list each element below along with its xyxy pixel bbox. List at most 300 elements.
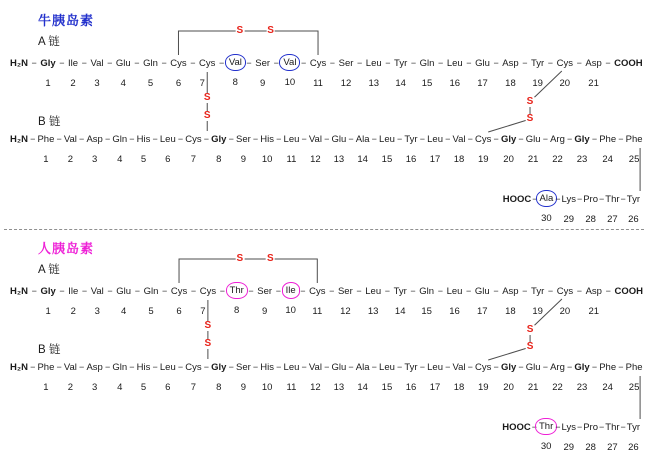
terminus-label: H₂N xyxy=(10,134,28,145)
peptide-bond-dash: − xyxy=(348,362,354,372)
residue-number: 4 xyxy=(117,382,123,393)
disulfide-s-label: S xyxy=(236,253,244,264)
a-chain-label: A 链 xyxy=(38,36,60,48)
peptide-bond-dash: − xyxy=(518,362,524,372)
residue-leu-11 xyxy=(284,361,300,394)
residue-name: Ser xyxy=(255,58,271,69)
residue-number: 17 xyxy=(429,382,441,393)
residue-number: 13 xyxy=(333,382,345,393)
peptide-bond-dash: − xyxy=(445,362,451,372)
residue-number: 18 xyxy=(453,154,465,165)
peptide-bond-dash: − xyxy=(542,134,548,144)
residue-gly-20 xyxy=(501,361,516,394)
peptide-bond-dash: − xyxy=(79,362,85,372)
peptide-bond-dash: − xyxy=(542,362,548,372)
peptide-bond-dash: − xyxy=(301,362,307,372)
disulfide-s-label: S xyxy=(526,323,534,335)
section-bovine-insulin xyxy=(0,0,648,228)
residue-cys-6 xyxy=(170,57,186,90)
residue-number: 19 xyxy=(532,306,543,317)
peptide-bond-dash: − xyxy=(31,58,37,68)
residue-glu-21 xyxy=(526,361,541,394)
residue-lys-29 xyxy=(562,193,576,226)
peptide-bond-dash: − xyxy=(348,134,354,144)
residue-number: 5 xyxy=(147,78,154,89)
residue-name: Leu xyxy=(379,134,395,145)
residue-name: Arg xyxy=(550,134,565,145)
residue-name-circled: Ile xyxy=(282,282,300,299)
residue-glu-21 xyxy=(526,133,541,166)
residue-number: 16 xyxy=(449,306,460,317)
residue-name: Asp xyxy=(502,58,519,69)
disulfide-s-label: S xyxy=(267,25,274,36)
a-chain-sequence xyxy=(10,285,643,318)
residue-name: Gln xyxy=(143,286,159,297)
peptide-bond-dash: − xyxy=(555,422,561,432)
residue-cys-19 xyxy=(475,133,491,166)
residue-arg-22 xyxy=(550,133,565,166)
peptide-bond-dash: − xyxy=(437,286,443,296)
residue-ala-30 xyxy=(539,193,555,225)
peptide-bond-dash: − xyxy=(522,58,528,68)
residue-number: 10 xyxy=(284,77,296,88)
peptide-bond-dash: − xyxy=(324,362,330,372)
residue-name: Ala xyxy=(355,362,370,373)
residue-thr-30 xyxy=(538,421,554,453)
residue-number: 8 xyxy=(216,382,222,393)
residue-name: Cys xyxy=(309,286,326,297)
terminus-H₂N xyxy=(10,285,28,298)
residue-tyr-16 xyxy=(404,361,417,394)
residue-asp-3 xyxy=(86,361,102,394)
residue-name: Asp xyxy=(502,286,519,297)
residue-val-8 xyxy=(228,57,243,89)
peptide-bond-dash: − xyxy=(532,194,538,204)
residue-name: Gln xyxy=(419,286,435,297)
residue-number: 14 xyxy=(357,382,368,393)
residue-leu-11 xyxy=(284,133,300,166)
residue-name: Phe xyxy=(625,362,643,373)
terminus-H₂N xyxy=(10,361,28,374)
peptide-bond-dash: − xyxy=(218,58,225,68)
residue-name: Gln xyxy=(143,58,158,69)
residue-number: 20 xyxy=(503,154,514,165)
residue-glu-13 xyxy=(331,133,346,166)
residue-name: Tyr xyxy=(404,362,418,373)
residue-name: Gln xyxy=(419,58,435,69)
disulfide-s-label: S xyxy=(526,341,534,353)
residue-name: Thr xyxy=(605,194,620,205)
peptide-bond-dash: − xyxy=(161,286,168,296)
residue-number: 5 xyxy=(140,154,147,165)
residue-name: Phe xyxy=(37,362,55,373)
peptide-bond-dash: − xyxy=(301,134,307,144)
residue-number: 2 xyxy=(70,78,76,89)
residue-name: Asp xyxy=(585,58,602,69)
residue-name: Gly xyxy=(500,134,517,145)
residue-leu-13 xyxy=(366,57,382,90)
residue-name: Ser xyxy=(338,58,354,69)
b-chain-label: B 链 xyxy=(38,344,61,356)
residue-name: Tyr xyxy=(626,194,640,205)
residue-name: Phe xyxy=(37,134,55,145)
peptide-bond-dash: − xyxy=(567,134,573,144)
residue-number: 15 xyxy=(381,382,393,393)
residue-number: 11 xyxy=(286,154,297,165)
residue-number: 20 xyxy=(559,306,571,317)
peptide-bond-dash: − xyxy=(555,194,561,204)
residue-name: Cys xyxy=(556,286,574,297)
residue-number: 25 xyxy=(628,382,640,393)
residue-asp-18 xyxy=(502,57,518,90)
residue-number: 4 xyxy=(121,306,127,317)
residue-leu-17 xyxy=(427,361,443,394)
residue-tyr-16 xyxy=(404,133,417,166)
residue-name: His xyxy=(260,362,275,373)
residue-tyr-14 xyxy=(394,285,407,318)
residue-tyr-19 xyxy=(531,57,544,90)
disulfide-s-label: S xyxy=(204,320,212,332)
b-chain-label: B 链 xyxy=(38,116,61,128)
residue-val-18 xyxy=(453,133,466,166)
residue-number: 20 xyxy=(503,382,514,393)
residue-number: 12 xyxy=(310,382,321,393)
residue-leu-17 xyxy=(427,133,443,166)
residue-ile-2 xyxy=(68,285,78,318)
disulfide-s-label: S xyxy=(203,109,211,121)
residue-cys-20 xyxy=(557,285,573,318)
residue-number: 26 xyxy=(628,442,639,453)
residue-phe-25 xyxy=(626,133,643,166)
residue-number: 15 xyxy=(421,78,433,89)
residue-number: 2 xyxy=(67,382,74,393)
peptide-bond-dash: − xyxy=(385,58,391,68)
peptide-bond-dash: − xyxy=(246,58,252,68)
residue-number: 22 xyxy=(552,382,563,393)
residue-leu-15 xyxy=(379,361,395,394)
residue-number: 9 xyxy=(259,78,266,89)
residue-name: Val xyxy=(63,134,77,145)
residue-number: 1 xyxy=(43,382,49,393)
residue-val-3 xyxy=(91,285,104,318)
residue-number: 10 xyxy=(261,382,273,393)
peptide-bond-dash: − xyxy=(605,58,611,68)
residue-glu-17 xyxy=(475,57,490,90)
peptide-bond-dash: − xyxy=(518,134,524,144)
residue-name: Tyr xyxy=(531,58,545,69)
residue-name: Glu xyxy=(525,134,541,145)
residue-name: Asp xyxy=(86,134,103,145)
residue-arg-22 xyxy=(550,361,565,394)
residue-number: 27 xyxy=(607,214,618,225)
residue-name: Gly xyxy=(574,362,590,373)
residue-tyr-14 xyxy=(394,57,407,90)
peptide-bond-dash: − xyxy=(620,422,626,432)
residue-val-2 xyxy=(64,361,77,394)
terminus-label: COOH xyxy=(614,58,643,69)
peptide-bond-dash: − xyxy=(384,286,390,296)
residue-cys-7 xyxy=(200,285,216,318)
residue-name: Gly xyxy=(500,362,517,373)
residue-ser-9 xyxy=(255,57,270,90)
residue-ser-9 xyxy=(236,133,251,166)
residue-ser-12 xyxy=(339,57,354,90)
residue-phe-24 xyxy=(599,133,616,166)
a-chain-sequence xyxy=(10,57,643,90)
residue-name: Leu xyxy=(159,134,176,145)
peptide-bond-dash: − xyxy=(177,134,184,144)
residue-name: Gly xyxy=(211,134,227,145)
residue-number: 19 xyxy=(532,78,543,89)
peptide-bond-dash: − xyxy=(248,286,254,296)
peptide-bond-dash: − xyxy=(419,134,425,144)
residue-number: 5 xyxy=(148,306,154,317)
residue-name: Tyr xyxy=(393,286,407,297)
residue-name: Glu xyxy=(331,362,347,373)
residue-ser-12 xyxy=(338,285,353,318)
residue-name: Leu xyxy=(427,362,443,373)
residue-name: Leu xyxy=(365,58,382,69)
residue-name: Ser xyxy=(235,134,251,145)
section-title: 牛胰岛素 xyxy=(38,13,95,28)
peptide-bond-dash: − xyxy=(129,134,135,144)
peptide-bond-dash: − xyxy=(438,58,444,68)
peptide-bond-dash: − xyxy=(466,286,472,296)
residue-cys-11 xyxy=(310,57,326,90)
residue-lys-29 xyxy=(562,421,576,454)
residue-name: Tyr xyxy=(394,58,408,69)
peptide-bond-dash: − xyxy=(567,362,573,372)
disulfide-s-label: S xyxy=(526,113,534,125)
residue-number: 4 xyxy=(120,78,126,89)
peptide-bond-dash: − xyxy=(161,58,167,68)
residue-name: His xyxy=(136,362,151,373)
residue-name: Ser xyxy=(257,286,273,297)
residue-number: 21 xyxy=(588,78,599,89)
residue-number: 18 xyxy=(453,382,465,393)
residue-glu-4 xyxy=(116,57,131,90)
peptide-bond-dash: − xyxy=(599,194,605,204)
terminus-label: COOH xyxy=(614,286,643,297)
residue-cys-11 xyxy=(309,285,325,318)
peptide-bond-dash: − xyxy=(228,134,234,144)
residue-number: 9 xyxy=(240,154,247,165)
residue-thr-27 xyxy=(605,193,619,226)
residue-name: Asp xyxy=(86,362,103,373)
residue-number: 14 xyxy=(357,154,368,165)
residue-name: Tyr xyxy=(404,134,418,145)
peptide-bond-dash: − xyxy=(252,362,259,372)
residue-number: 11 xyxy=(286,382,297,393)
residue-name-circled: Ala xyxy=(536,190,558,207)
peptide-bond-dash: − xyxy=(276,134,282,144)
peptide-bond-dash: − xyxy=(410,286,416,296)
residue-number: 22 xyxy=(552,154,563,165)
residue-name: Tyr xyxy=(531,286,545,297)
residue-asp-21 xyxy=(585,57,601,90)
residue-number: 15 xyxy=(421,306,432,317)
residue-number: 12 xyxy=(340,306,351,317)
residue-his-5 xyxy=(137,133,151,166)
peptide-bond-dash: − xyxy=(493,134,499,144)
peptide-bond-dash: − xyxy=(301,58,307,68)
residue-number: 7 xyxy=(190,382,197,393)
peptide-bond-dash: − xyxy=(605,286,611,296)
disulfide-s-label: S xyxy=(236,25,244,36)
residue-name: Cys xyxy=(185,362,202,373)
peptide-bond-dash: − xyxy=(104,362,111,372)
residue-number: 19 xyxy=(477,382,489,393)
residue-name: Glu xyxy=(525,362,541,373)
peptide-bond-dash: − xyxy=(324,134,330,144)
residue-number: 23 xyxy=(576,154,588,165)
residue-name: Ile xyxy=(68,58,79,69)
residue-name: Phe xyxy=(625,134,643,145)
residue-name: Cys xyxy=(199,58,216,69)
residue-name: Glu xyxy=(116,286,132,297)
peptide-bond-dash: − xyxy=(31,286,37,296)
residue-cys-7 xyxy=(199,57,215,90)
residue-name: Gly xyxy=(211,362,227,373)
peptide-bond-dash: − xyxy=(107,286,113,296)
peptide-bond-dash: − xyxy=(493,362,499,372)
b-chain-wrapped-tail-sequence xyxy=(502,421,640,454)
peptide-bond-dash: − xyxy=(397,134,403,144)
peptide-bond-dash: − xyxy=(618,362,624,372)
residue-glu-13 xyxy=(331,361,346,394)
residue-gly-8 xyxy=(211,361,226,394)
residue-name: Cys xyxy=(475,362,492,373)
residue-name: Pro xyxy=(583,422,599,433)
peptide-bond-dash: − xyxy=(107,58,113,68)
residue-number: 1 xyxy=(45,306,51,317)
residue-tyr-26 xyxy=(627,421,640,454)
residue-number: 6 xyxy=(176,306,182,317)
residue-name: Leu xyxy=(446,286,463,297)
residue-name: Leu xyxy=(159,362,176,373)
residue-number: 13 xyxy=(368,78,380,89)
a-chain-label: A 链 xyxy=(38,264,60,276)
peptide-bond-dash: − xyxy=(190,58,196,68)
residue-ala-14 xyxy=(356,133,370,166)
residue-name: Cys xyxy=(199,286,217,297)
peptide-bond-dash: − xyxy=(59,286,65,296)
residue-number: 7 xyxy=(190,154,197,165)
residue-gln-4 xyxy=(112,133,127,166)
peptide-bond-dash: − xyxy=(56,134,62,144)
terminus-label: H₂N xyxy=(10,58,28,69)
peptide-bond-dash: − xyxy=(419,362,425,372)
residue-name: Pro xyxy=(583,194,599,205)
peptide-bond-dash: − xyxy=(273,58,279,68)
residue-number: 13 xyxy=(333,154,345,165)
peptide-bond-dash: − xyxy=(79,134,85,144)
residue-val-18 xyxy=(453,361,466,394)
residue-name: Cys xyxy=(556,58,573,69)
peptide-bond-dash: − xyxy=(397,362,403,372)
residue-cys-6 xyxy=(171,285,187,318)
peptide-bond-dash: − xyxy=(81,58,87,68)
peptide-bond-dash: − xyxy=(252,134,259,144)
peptide-bond-dash: − xyxy=(620,194,626,204)
residue-number: 3 xyxy=(94,306,100,317)
residue-name: Cys xyxy=(170,286,188,297)
residue-cys-19 xyxy=(475,361,491,394)
residue-thr-27 xyxy=(605,421,619,454)
residue-number: 3 xyxy=(94,78,100,89)
residue-ser-9 xyxy=(257,285,272,318)
residue-number: 11 xyxy=(313,78,323,89)
residue-leu-15 xyxy=(379,133,395,166)
residue-name: Ser xyxy=(337,286,353,297)
residue-number: 29 xyxy=(563,214,575,225)
residue-number: 6 xyxy=(175,78,182,89)
residue-pro-28 xyxy=(583,421,598,454)
peptide-bond-dash: − xyxy=(467,362,473,372)
residue-name: Leu xyxy=(283,134,300,145)
peptide-bond-dash: − xyxy=(576,286,582,296)
peptide-bond-dash: − xyxy=(531,422,537,432)
residue-number: 16 xyxy=(449,78,461,89)
residue-number: 14 xyxy=(395,78,406,89)
disulfide-s-label: S xyxy=(526,95,534,107)
section-human-insulin xyxy=(0,228,648,456)
residue-val-10 xyxy=(282,57,297,89)
peptide-bond-dash: − xyxy=(276,362,282,372)
terminus-label: H₂N xyxy=(10,286,28,297)
section-title: 人胰岛素 xyxy=(38,241,95,256)
residue-number: 16 xyxy=(405,382,417,393)
residue-number: 8 xyxy=(232,77,238,88)
residue-gly-1 xyxy=(40,57,55,90)
residue-number: 11 xyxy=(312,306,323,317)
b-chain-sequence xyxy=(10,361,643,394)
residue-name: His xyxy=(260,134,275,145)
residue-his-10 xyxy=(260,133,274,166)
residue-his-5 xyxy=(137,361,151,394)
residue-name: Val xyxy=(90,58,104,69)
residue-name: Glu xyxy=(115,58,131,69)
residue-name: Cys xyxy=(309,58,327,69)
residue-name: Leu xyxy=(446,58,463,69)
residue-number: 10 xyxy=(261,154,273,165)
peptide-bond-dash: − xyxy=(371,362,377,372)
residue-name: Ser xyxy=(235,362,251,373)
residue-name: Val xyxy=(308,362,322,373)
residue-number: 9 xyxy=(262,306,268,317)
residue-name: Cys xyxy=(185,134,202,145)
residue-asp-18 xyxy=(502,285,518,318)
peptide-bond-dash: − xyxy=(371,134,377,144)
residue-ser-9 xyxy=(236,361,251,394)
residue-number: 17 xyxy=(477,306,488,317)
residue-name: Glu xyxy=(331,134,347,145)
peptide-bond-dash: − xyxy=(576,194,583,204)
residue-number: 17 xyxy=(429,154,441,165)
peptide-bond-dash: − xyxy=(177,362,184,372)
residue-val-3 xyxy=(90,57,103,90)
residue-name: Val xyxy=(308,134,322,145)
residue-gln-5 xyxy=(143,57,158,90)
residue-number: 10 xyxy=(285,305,296,316)
peptide-bond-dash: − xyxy=(152,362,158,372)
residue-name-circled: Val xyxy=(225,54,246,71)
residue-number: 25 xyxy=(628,154,640,165)
peptide-bond-dash: − xyxy=(56,362,62,372)
residue-number: 28 xyxy=(585,442,596,453)
residue-number: 16 xyxy=(405,154,417,165)
residue-name: Cys xyxy=(475,134,492,145)
